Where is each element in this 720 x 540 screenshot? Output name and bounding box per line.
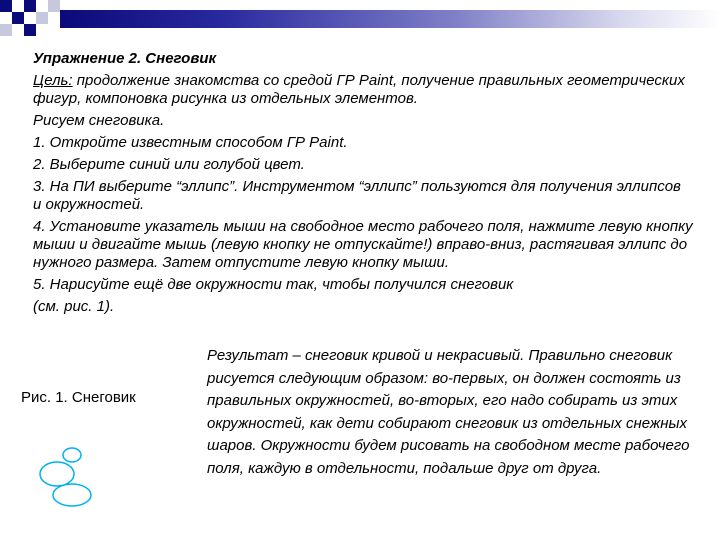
- step-5-ref: (см. рис. 1).: [33, 298, 115, 315]
- goal-text: продолжение знакомства со средой ГР Paint, получение правильных геометрических фигур, компоновка рисунка из отдельных элементов.: [33, 72, 685, 107]
- decor-square: [0, 0, 12, 12]
- decor-square: [0, 24, 12, 36]
- decor-square: [12, 12, 24, 24]
- decor-square: [36, 12, 48, 24]
- decor-square: [24, 0, 36, 12]
- result-text: Результат – снеговик кривой и некрасивый. Правильно снеговик рисуется следующим образом: во-первых, он должен состоять из правильных окружностей, во-вторых, его надо собирать из этих окружностей, как дети собирают снеговик из отдельных снежных шаров. Окружности будем рисовать на свободном месте рабочего поля, каждую в отдельности, подальше друг от друга.: [207, 347, 690, 477]
- snowman-middle: [40, 462, 74, 486]
- snowman-figure: [33, 445, 103, 510]
- figure-caption: Рис. 1. Снеговик: [21, 389, 136, 406]
- snowman-base: [53, 484, 91, 506]
- instructions: [33, 50, 693, 320]
- decor-square: [24, 24, 36, 36]
- decor-square: [48, 0, 60, 12]
- goal-label: Цель:: [33, 72, 73, 89]
- step-4: 4. Установите указатель мыши на свободное место рабочего поля, нажмите левую кнопку мыши и двигайте мышь (левую кнопку не отпускайте!) вправо-вниз, растягивая эллипс до нужного размера. Затем отпустите левую кнопку мыши.: [33, 218, 693, 271]
- goal-paragraph: [33, 72, 693, 108]
- header-decoration: [0, 0, 720, 40]
- step-5: 5. Нарисуйте ещё две окружности так, чтобы получился снеговик: [33, 276, 514, 293]
- snowman-head: [63, 448, 81, 462]
- step-3: 3. На ПИ выберите “эллипс”. Инструментом “эллипс” пользуются для получения эллипсов и окружностей.: [33, 178, 681, 213]
- exercise-title: Упражнение 2. Снеговик: [33, 50, 217, 67]
- step-2: 2. Выберите синий или голубой цвет.: [33, 156, 305, 173]
- step-1: 1. Откройте известным способом ГР Paint.: [33, 134, 348, 151]
- header-gradient-bar: [60, 10, 720, 28]
- intro-text: Рисуем снеговика.: [33, 112, 165, 129]
